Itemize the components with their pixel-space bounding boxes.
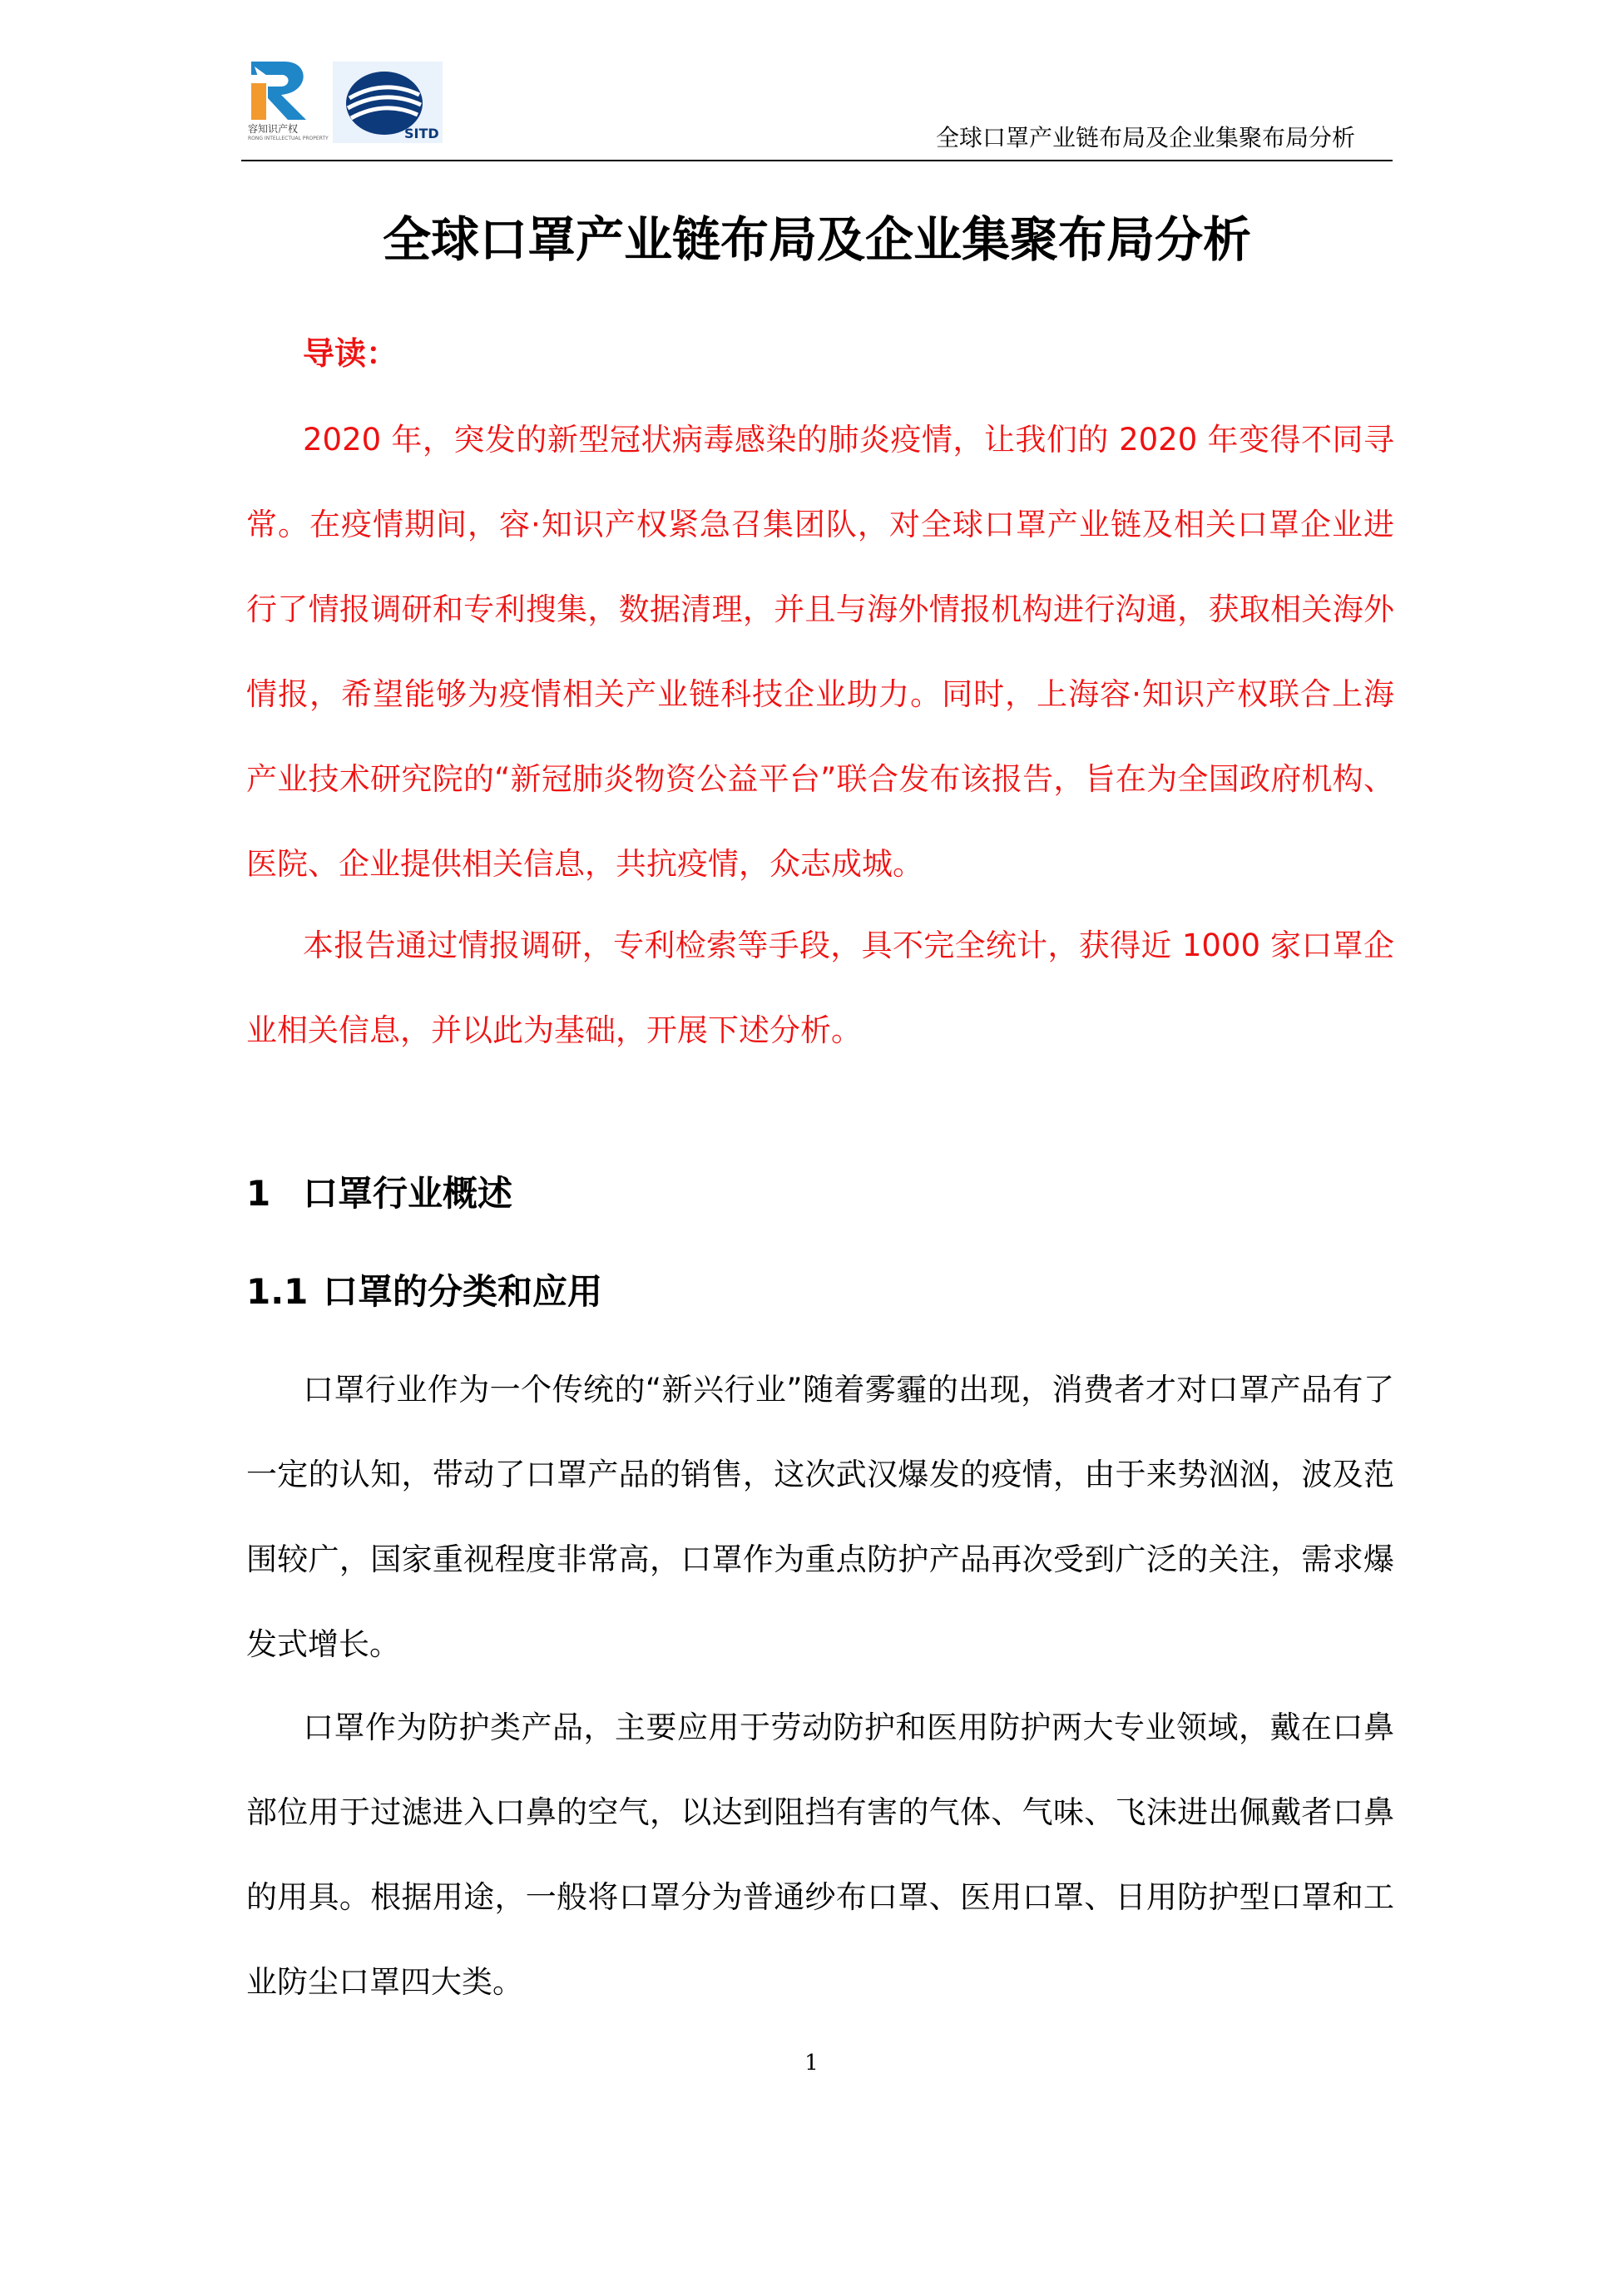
running-header-title: 全球口罩产业链布局及企业集聚布局分析 (935, 124, 1355, 151)
section-heading-1 (246, 1165, 512, 1223)
lead-paragraph-2: 本报告通过情报调研，专利检索等手段，具不完全统计，获得近 1000 家口罩企业相关信息，并以此为基础，开展下述分析。 (246, 928, 1394, 1048)
header-divider (241, 160, 1393, 161)
section-title: 口罩的分类和应用 (323, 1271, 603, 1312)
sitd-logo (333, 62, 443, 143)
lead-paragraph-1: 2020 年，突发的新型冠状病毒感染的肺炎疫情，让我们的 2020 年变得不同寻常。在疫情期间，容·知识产权紧急召集团队，对全球口罩产业链及相关口罩企业进行了情报调研和专利搜集，数据清理，并且与海外情报机构进行沟通，获取相关海外情报，希望能够为疫情相关产业链科技企业助力。同时，上海容·知识产权联合上海产业技术研究院的“新冠肺炎物资公益平台”联合发布该报告，旨在为全国政府机构、医院、企业提供相关信息，共抗疫情，众志成城。 (246, 422, 1394, 882)
lead-label: 导读： (303, 335, 398, 372)
rong-ip-logo-subcaption: RONG INTELLECTUAL PROPERTY (248, 136, 329, 141)
section-number: 1.1 (246, 1271, 309, 1312)
rong-ip-logo-caption: 容知识产权 (248, 123, 299, 135)
section-title: 口罩行业概述 (303, 1173, 513, 1214)
section-number: 1 (246, 1173, 271, 1214)
rong-ip-logo-icon (248, 58, 313, 123)
svg-text:SITD: SITD (404, 126, 439, 141)
section-heading-1-1 (246, 1263, 602, 1321)
body-paragraph-1: 口罩行业作为一个传统的“新兴行业”随着雾霾的出现，消费者才对口罩产品有了一定的认知，带动了口罩产品的销售，这次武汉爆发的疫情，由于来势汹汹，波及范围较广，国家重视程度非常高，口罩作为重点防护产品再次受到广泛的关注，需求爆发式增长。 (246, 1372, 1394, 1662)
page-number: 1 (804, 2051, 819, 2076)
body-paragraph-2: 口罩作为防护类产品，主要应用于劳动防护和医用防护两大专业领域，戴在口鼻部位用于过滤进入口鼻的空气，以达到阻挡有害的气体、气味、飞沫进出佩戴者口鼻的用具。根据用途，一般将口罩分为普通纱布口罩、医用口罩、日用防护型口罩和工业防尘口罩四大类。 (246, 1710, 1394, 2000)
document-title: 全球口罩产业链布局及企业集聚布局分析 (382, 211, 1251, 268)
sitd-logo-icon (333, 62, 443, 143)
